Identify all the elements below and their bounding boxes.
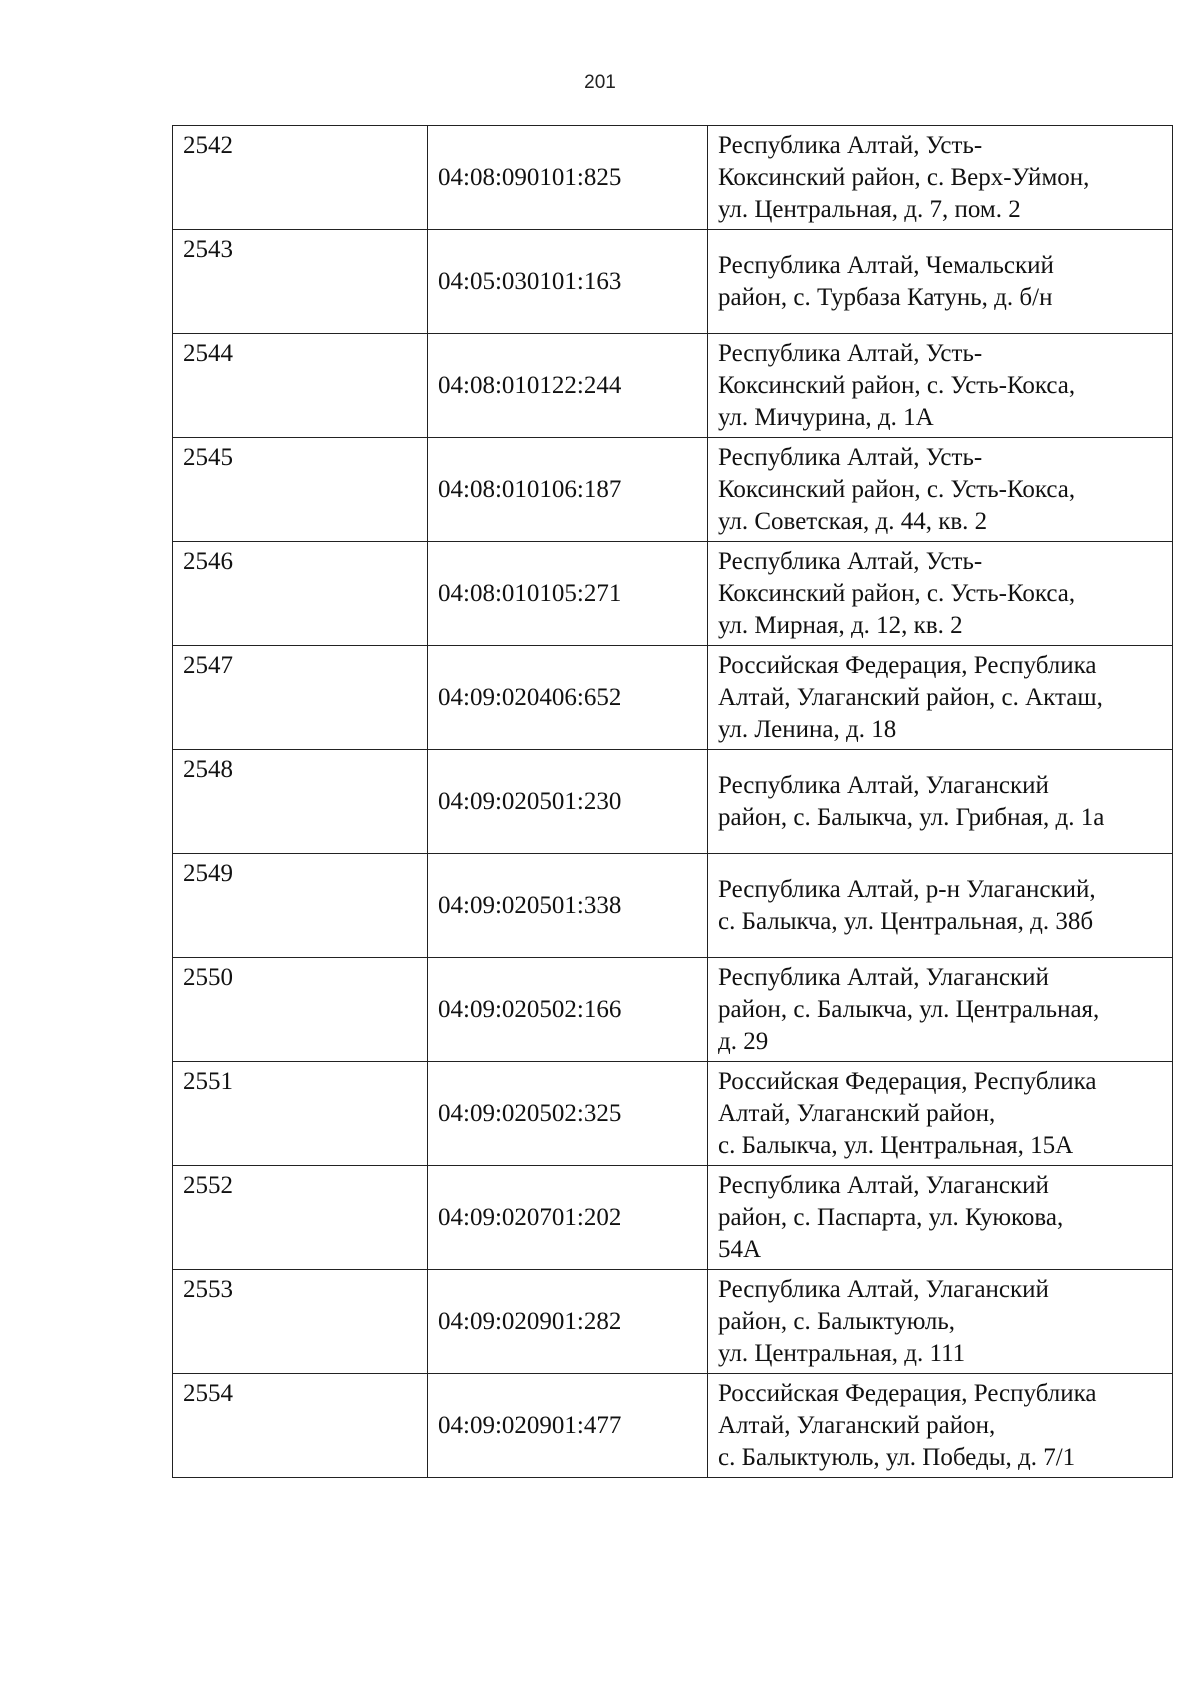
address-line: Республика Алтай, р-н Улаганский, <box>718 875 1096 903</box>
row-number-cell: 2549 <box>173 854 428 958</box>
table-row <box>173 438 1173 542</box>
cadastral-number-cell: 04:08:090101:825 <box>428 126 708 230</box>
cadastral-number-cell: 04:09:020501:338 <box>428 854 708 958</box>
address-cell <box>708 230 1173 334</box>
address-line: Российская Федерация, Республика <box>718 1379 1097 1407</box>
table-row <box>173 542 1173 646</box>
page-number: 201 <box>584 72 616 93</box>
address-line: с. Балыктуюль, ул. Победы, д. 7/1 <box>718 1443 1076 1471</box>
row-number-cell: 2553 <box>173 1270 428 1374</box>
address-cell <box>708 1374 1173 1478</box>
cadastral-number-cell: 04:05:030101:163 <box>428 230 708 334</box>
cadastral-number-cell: 04:09:020901:477 <box>428 1374 708 1478</box>
cadastral-number-cell: 04:09:020501:230 <box>428 750 708 854</box>
address-line: ул. Центральная, д. 111 <box>718 1339 966 1367</box>
row-number-cell: 2543 <box>173 230 428 334</box>
address-line: Республика Алтай, Улаганский <box>718 1275 1049 1303</box>
table-row <box>173 750 1173 854</box>
row-number-cell: 2547 <box>173 646 428 750</box>
address-cell <box>708 750 1173 854</box>
address-line: с. Балыкча, ул. Центральная, 15А <box>718 1131 1074 1159</box>
address-line: ул. Мирная, д. 12, кв. 2 <box>718 611 963 639</box>
cadastral-number-cell: 04:08:010122:244 <box>428 334 708 438</box>
address-line: Коксинский район, с. Усть-Кокса, <box>718 579 1076 607</box>
address-line: с. Балыкча, ул. Центральная, д. 38б <box>718 907 1094 935</box>
address-line: ул. Ленина, д. 18 <box>718 715 897 743</box>
address-line: ул. Мичурина, д. 1А <box>718 403 934 431</box>
address-line: Алтай, Улаганский район, <box>718 1411 996 1439</box>
table-row <box>173 126 1173 230</box>
table-row <box>173 854 1173 958</box>
address-line: Республика Алтай, Усть- <box>718 131 983 159</box>
address-line: Республика Алтай, Улаганский <box>718 963 1049 991</box>
cadastral-number-cell: 04:09:020406:652 <box>428 646 708 750</box>
address-cell <box>708 126 1173 230</box>
cadastral-number-cell: 04:09:020701:202 <box>428 1166 708 1270</box>
address-cell <box>708 542 1173 646</box>
row-number-cell: 2554 <box>173 1374 428 1478</box>
address-line: Республика Алтай, Чемальский <box>718 251 1054 279</box>
table-row <box>173 230 1173 334</box>
address-cell <box>708 854 1173 958</box>
cadastral-number-cell: 04:09:020502:325 <box>428 1062 708 1166</box>
cadastral-number-cell: 04:08:010106:187 <box>428 438 708 542</box>
cadastral-number-cell: 04:09:020901:282 <box>428 1270 708 1374</box>
table-row <box>173 646 1173 750</box>
address-cell <box>708 438 1173 542</box>
row-number-cell: 2544 <box>173 334 428 438</box>
table-row <box>173 958 1173 1062</box>
table-row <box>173 334 1173 438</box>
address-line: район, с. Турбаза Катунь, д. б/н <box>718 283 1053 311</box>
row-number-cell: 2550 <box>173 958 428 1062</box>
row-number-cell: 2542 <box>173 126 428 230</box>
address-line: Республика Алтай, Усть- <box>718 443 983 471</box>
address-line: Республика Алтай, Усть- <box>718 339 983 367</box>
row-number-cell: 2551 <box>173 1062 428 1166</box>
address-line: Республика Алтай, Усть- <box>718 547 983 575</box>
table-row <box>173 1062 1173 1166</box>
table-row <box>173 1374 1173 1478</box>
address-line: Коксинский район, с. Усть-Кокса, <box>718 475 1076 503</box>
address-line: район, с. Балыкча, ул. Центральная, <box>718 995 1100 1023</box>
table-row <box>173 1270 1173 1374</box>
address-line: Республика Алтай, Улаганский <box>718 771 1049 799</box>
address-line: Алтай, Улаганский район, <box>718 1099 996 1127</box>
row-number-cell: 2545 <box>173 438 428 542</box>
address-line: Коксинский район, с. Верх-Уймон, <box>718 163 1090 191</box>
table-row <box>173 1166 1173 1270</box>
row-number-cell: 2552 <box>173 1166 428 1270</box>
address-cell <box>708 1270 1173 1374</box>
address-line: Российская Федерация, Республика <box>718 651 1097 679</box>
address-line: район, с. Балыктуюль, <box>718 1307 955 1335</box>
address-cell <box>708 646 1173 750</box>
address-line: ул. Центральная, д. 7, пом. 2 <box>718 195 1021 223</box>
address-line: район, с. Паспарта, ул. Куюкова, <box>718 1203 1064 1231</box>
address-line: д. 29 <box>718 1027 769 1055</box>
address-cell <box>708 958 1173 1062</box>
row-number-cell: 2548 <box>173 750 428 854</box>
address-cell <box>708 334 1173 438</box>
address-line: Российская Федерация, Республика <box>718 1067 1097 1095</box>
registry-table <box>172 125 1173 1478</box>
cadastral-number-cell: 04:09:020502:166 <box>428 958 708 1062</box>
address-line: Коксинский район, с. Усть-Кокса, <box>718 371 1076 399</box>
row-number-cell: 2546 <box>173 542 428 646</box>
address-line: район, с. Балыкча, ул. Грибная, д. 1а <box>718 803 1105 831</box>
address-cell <box>708 1062 1173 1166</box>
registry-table-body <box>173 126 1173 1478</box>
address-line: 54А <box>718 1235 762 1263</box>
address-cell <box>708 1166 1173 1270</box>
address-line: ул. Советская, д. 44, кв. 2 <box>718 507 988 535</box>
address-line: Республика Алтай, Улаганский <box>718 1171 1049 1199</box>
cadastral-number-cell: 04:08:010105:271 <box>428 542 708 646</box>
address-line: Алтай, Улаганский район, с. Акташ, <box>718 683 1103 711</box>
